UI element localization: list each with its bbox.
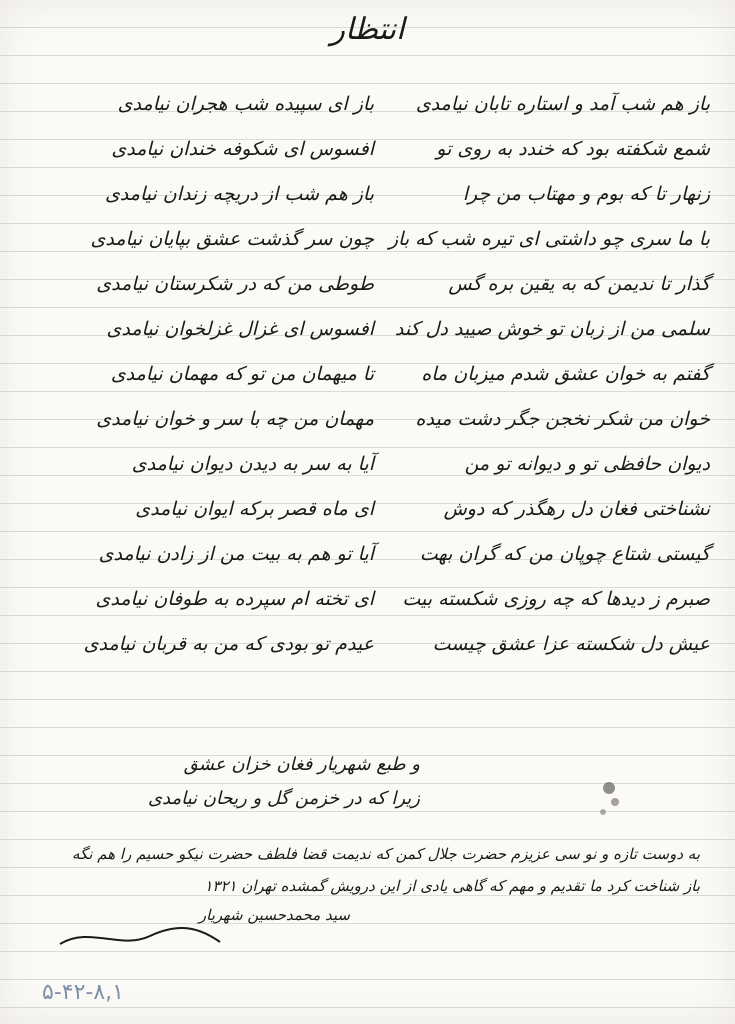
verse-line: افسوس ای غزال غزلخوان نیامدی xyxy=(106,318,374,340)
verse-line: افسوس ای شکوفه خندان نیامدی xyxy=(111,138,374,160)
verse-line: طوطی من که در شکرستان نیامدی xyxy=(96,273,374,295)
verse-line: باز ای سپیده شب هجران نیامدی xyxy=(117,93,374,115)
author-signature xyxy=(50,906,350,952)
verse-line: آیا به سر به دیدن دیوان نیامدی xyxy=(131,453,374,475)
verse-line: باز هم شب از دریچه زندان نیامدی xyxy=(104,183,374,205)
verse-line: چون سر گذشت عشق بپایان نیامدی xyxy=(90,228,374,250)
dedication-line: به دوست تازه و نو سی عزیزم حضرت جلال کمن که ندیمت قضا فلطف حضرت نیکو حسیم را هم نگه xyxy=(71,845,700,863)
verse-line: مهمان من چه با سر و خوان نیامدی xyxy=(96,408,374,430)
closing-line: زیرا که در خزمن گل و ریحان نیامدی xyxy=(147,788,420,809)
verse-line: با ما سری چو داشتی ای تیره شب که باز xyxy=(388,228,710,250)
verse-line: گفتم به خوان عشق شدم میزبان ماه xyxy=(421,363,710,385)
poem-title: انتظار xyxy=(330,12,405,47)
verse-line: زنهار تا که بوم و مهتاب من چرا xyxy=(462,183,710,205)
verse-line: عیش دل شکسته عزا عشق چیست xyxy=(432,633,710,655)
signature-text: سید محمدحسین شهریار xyxy=(198,906,350,924)
signature-flourish xyxy=(50,906,350,952)
closing-couplet xyxy=(147,748,420,816)
verse-line: عیدم تو بودی که من به قربان نیامدی xyxy=(83,633,374,655)
verse-line: گذار تا ندیمن که به یقین بره گس xyxy=(448,273,710,295)
verse-line: شمع شکفته بود که خندد به روی تو xyxy=(436,138,710,160)
verse-line: سلمی من از زبان تو خوش صیید دل کند xyxy=(394,318,710,340)
verse-line: ای تخته ام سپرده به طوفان نیامدی xyxy=(95,588,374,610)
verse-line: نشناختی فغان دل رهگذر که دوش xyxy=(443,498,710,520)
verse-line: گیستی شتاع چوپان من که گران بهت xyxy=(419,543,710,565)
left-verse-column xyxy=(44,82,374,667)
verse-line: تا میهمان من تو که مهمان نیامدی xyxy=(110,363,374,385)
archive-number: ۵-۴۲-۸,۱ xyxy=(42,980,124,1005)
ink-smudge xyxy=(585,768,635,828)
closing-line: و طبع شهریار فغان خزان عشق xyxy=(183,754,420,775)
verse-line: خوان من شکر نخجن جگر دشت میده xyxy=(415,408,710,430)
verse-line: آیا تو هم به بیت من از زادن نیامدی xyxy=(98,543,374,565)
verse-line: ای ماه قصر برکه ایوان نیامدی xyxy=(135,498,374,520)
dedication-note xyxy=(60,838,700,902)
dedication-line: باز شناخت کرد ما تقدیم و مهم که گاهی یادی از این درویش گمشده تهران ۱۳۲۱ xyxy=(204,877,700,895)
verse-line: باز هم شب آمد و استاره تابان نیامدی xyxy=(415,93,710,115)
verse-line: دیوان حافظی تو و دیوانه تو من xyxy=(464,453,710,475)
right-verse-column xyxy=(380,82,710,667)
verse-line: صبرم ز دیدها که چه روزی شکسته بیت xyxy=(402,588,710,610)
